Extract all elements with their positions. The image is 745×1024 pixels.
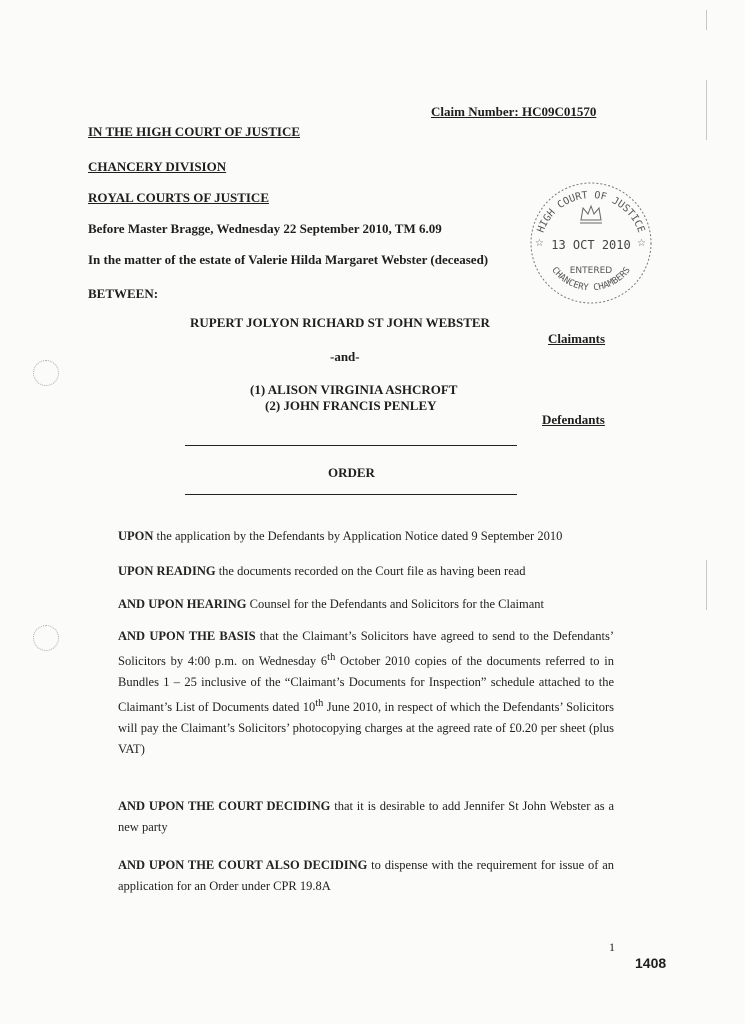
crown-icon xyxy=(580,206,602,223)
recital-keyword: AND UPON THE COURT DECIDING xyxy=(118,799,331,813)
recital-text: Counsel for the Defendants and Solicitors for the Claimant xyxy=(246,597,544,611)
ordinal-suffix: th xyxy=(327,652,336,663)
bates-number: 1408 xyxy=(635,955,667,971)
court-name: IN THE HIGH COURT OF JUSTICE xyxy=(88,124,301,139)
stamp-status: ENTERED xyxy=(569,266,613,276)
punch-hole xyxy=(33,625,59,651)
recital-keyword: UPON xyxy=(118,529,154,543)
recital-basis xyxy=(118,626,614,760)
recital-hearing xyxy=(118,594,614,615)
scan-edge-mark xyxy=(706,560,707,610)
court-location: ROYAL COURTS OF JUSTICE xyxy=(88,190,269,205)
divider-rule xyxy=(185,445,517,446)
matter-title: In the matter of the estate of Valerie Hilda Margaret Webster (deceased) xyxy=(88,252,489,267)
recital-court-deciding xyxy=(118,796,614,838)
claimants-label: Claimants xyxy=(548,331,606,346)
recital-reading xyxy=(118,561,614,582)
stamp-top-text: HIGH COURT OF JUSTICE xyxy=(535,190,647,235)
star-icon: ☆ xyxy=(637,238,646,249)
between-label: BETWEEN: xyxy=(88,286,159,301)
recital-court-also-deciding xyxy=(118,855,614,897)
star-icon: ☆ xyxy=(535,238,544,249)
ordinal-suffix: th xyxy=(315,698,324,710)
order-title: ORDER xyxy=(328,465,375,480)
hearing-details: Before Master Bragge, Wednesday 22 September 2010, TM 6.09 xyxy=(88,221,442,236)
divider-rule xyxy=(185,494,517,495)
recital-keyword: UPON READING xyxy=(118,564,216,578)
recital-keyword: AND UPON THE COURT ALSO DECIDING xyxy=(118,858,368,872)
claimant-name: RUPERT JOLYON RICHARD ST JOHN WEBSTER xyxy=(190,315,490,330)
defendant-1-name: (1) ALISON VIRGINIA ASHCROFT xyxy=(250,382,458,397)
court-stamp xyxy=(521,178,661,308)
recital-keyword: AND UPON HEARING xyxy=(118,597,247,611)
punch-hole xyxy=(33,360,59,386)
scan-edge-mark xyxy=(706,10,707,30)
recital-keyword: AND UPON THE BASIS xyxy=(118,629,256,643)
claim-number: Claim Number: HC09C01570 xyxy=(431,104,597,119)
defendants-label: Defendants xyxy=(542,412,605,427)
division-name: CHANCERY DIVISION xyxy=(88,159,227,174)
stamp-date: 13 OCT 2010 xyxy=(551,238,631,252)
recital-text: that it is desirable to add Jennifer St John Webster as a new party xyxy=(118,799,615,834)
recital-application xyxy=(118,526,614,547)
recital-text: to dispense with the requirement for issue of an application for an Order under CPR 19.8A xyxy=(118,858,614,893)
scan-edge-mark xyxy=(706,80,707,140)
recital-text: June 2010, in respect of which the Defendants’ Solicitors will pay the Claimant’s Solicitors’ photocopying charges at the agreed rate of £0.20 per sheet (plus VAT) xyxy=(118,700,614,757)
recital-text: the application by the Defendants by Application Notice dated 9 September 2010 xyxy=(153,529,563,543)
recital-text: that the Claimant’s Solicitors have agreed to send to the Defendants’ Solicitors by 4:00 p.m. on Wednesday 6 xyxy=(118,629,614,669)
stamp-bottom-text: CHANCERY CHAMBERS xyxy=(549,265,633,294)
page-number: 1 xyxy=(609,940,615,954)
defendant-2-name: (2) JOHN FRANCIS PENLEY xyxy=(265,398,437,413)
recital-text: October 2010 copies of the documents referred to in Bundles 1 – 25 inclusive of the “Claimant’s Documents for Inspection” schedule attached to the Claimant’s List of Documents dated 10 xyxy=(118,654,614,715)
recital-text: the documents recorded on the Court file as having been read xyxy=(215,564,526,578)
and-separator: -and- xyxy=(330,349,360,364)
